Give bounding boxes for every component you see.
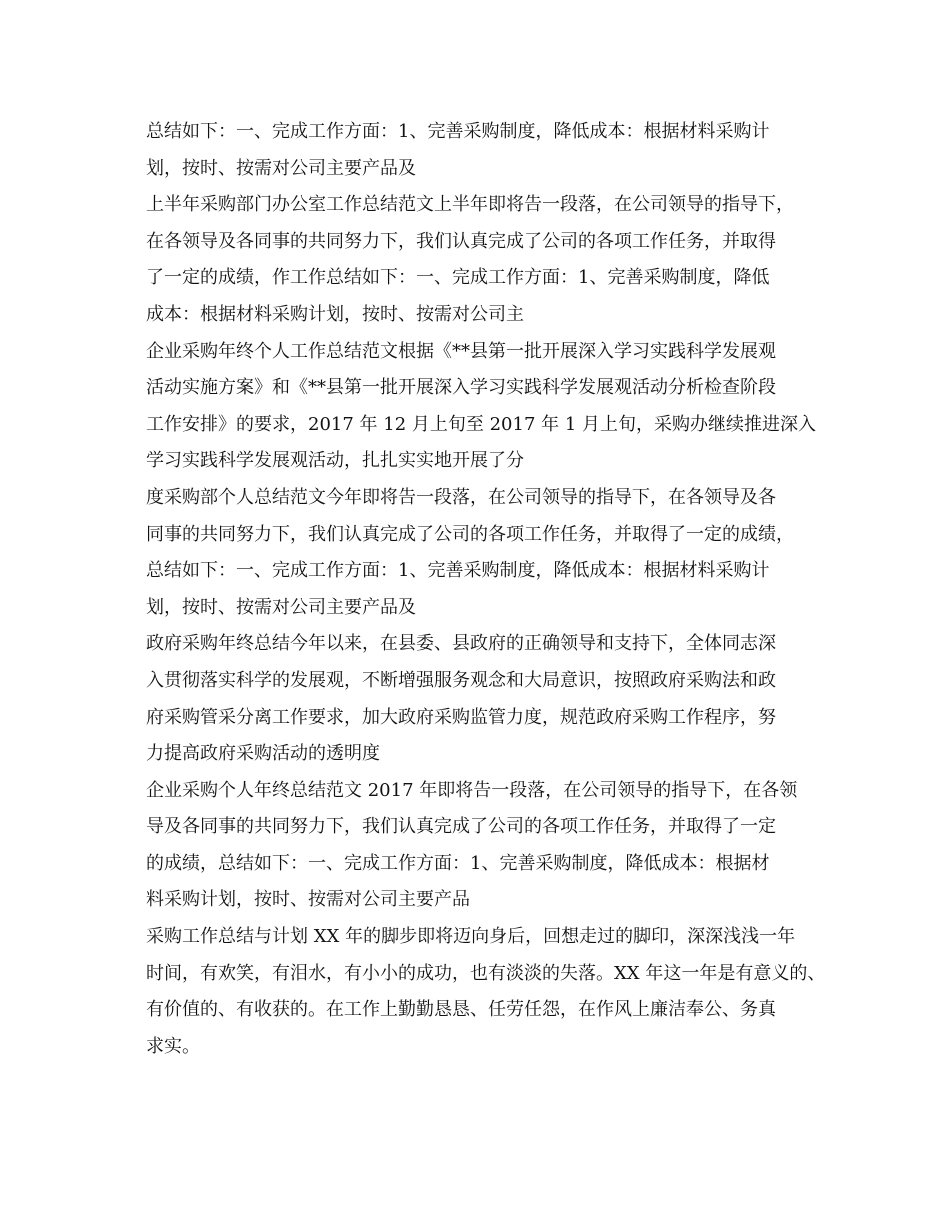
text-line: 企业采购年终个人工作总结范文根据《**县第一批开展深入学习实践科学发展观 <box>146 340 776 362</box>
text-line: 工作安排》的要求，2017 年 12 月上旬至 2017 年 1 月上旬，采购办继续推进深入 <box>146 413 817 435</box>
text-line: 时间，有欢笑，有泪水，有小小的成功，也有淡淡的失落。XX 年这一年是有意义的、 <box>146 962 826 984</box>
text-line: 上半年采购部门办公室工作总结范文上半年即将告一段落，在公司领导的指导下， <box>146 194 794 216</box>
text-line: 企业采购个人年终总结范文 2017 年即将告一段落，在公司领导的指导下，在各领 <box>146 779 798 801</box>
text-line: 成本：根据材料采购计划，按时、按需对公司主 <box>146 303 524 325</box>
text-line: 了一定的成绩，作工作总结如下：一、完成工作方面：1、完善采购制度，降低 <box>146 267 770 289</box>
text-line: 导及各同事的共同努力下，我们认真完成了公司的各项工作任务，并取得了一定 <box>146 816 776 838</box>
text-line: 求实。 <box>146 1035 200 1057</box>
text-line: 料采购计划，按时、按需对公司主要产品 <box>146 889 470 911</box>
text-line: 在各领导及各同事的共同努力下，我们认真完成了公司的各项工作任务，并取得 <box>146 230 776 252</box>
text-line: 有价值的、有收获的。在工作上勤勤恳恳、任劳任怨，在作风上廉洁奉公、务真 <box>146 999 776 1021</box>
document-body <box>146 114 826 1065</box>
text-line: 划，按时、按需对公司主要产品及 <box>146 596 416 618</box>
text-line: 府采购管采分离工作要求，加大政府采购监管力度，规范政府采购工作程序，努 <box>146 706 776 728</box>
text-line: 活动实施方案》和《**县第一批开展深入学习实践科学发展观活动分析检查阶段 <box>146 377 776 399</box>
text-line: 划，按时、按需对公司主要产品及 <box>146 157 416 179</box>
text-line: 政府采购年终总结今年以来，在县委、县政府的正确领导和支持下，全体同志深 <box>146 633 776 655</box>
text-line: 入贯彻落实科学的发展观，不断增强服务观念和大局意识，按照政府采购法和政 <box>146 669 776 691</box>
text-line: 度采购部个人总结范文今年即将告一段落，在公司领导的指导下，在各领导及各 <box>146 486 776 508</box>
text-line: 同事的共同努力下，我们认真完成了公司的各项工作任务，并取得了一定的成绩， <box>146 523 794 545</box>
text-line: 采购工作总结与计划 XX 年的脚步即将迈向身后，回想走过的脚印，深深浅浅一年 <box>146 926 796 948</box>
text-line: 力提高政府采购活动的透明度 <box>146 743 380 765</box>
text-line: 学习实践科学发展观活动，扎扎实实地开展了分 <box>146 450 524 472</box>
text-line: 总结如下：一、完成工作方面：1、完善采购制度，降低成本：根据材料采购计 <box>146 560 770 582</box>
text-line: 总结如下：一、完成工作方面：1、完善采购制度，降低成本：根据材料采购计 <box>146 121 770 142</box>
text-line: 的成绩，总结如下：一、完成工作方面：1、完善采购制度，降低成本：根据材 <box>146 852 770 874</box>
